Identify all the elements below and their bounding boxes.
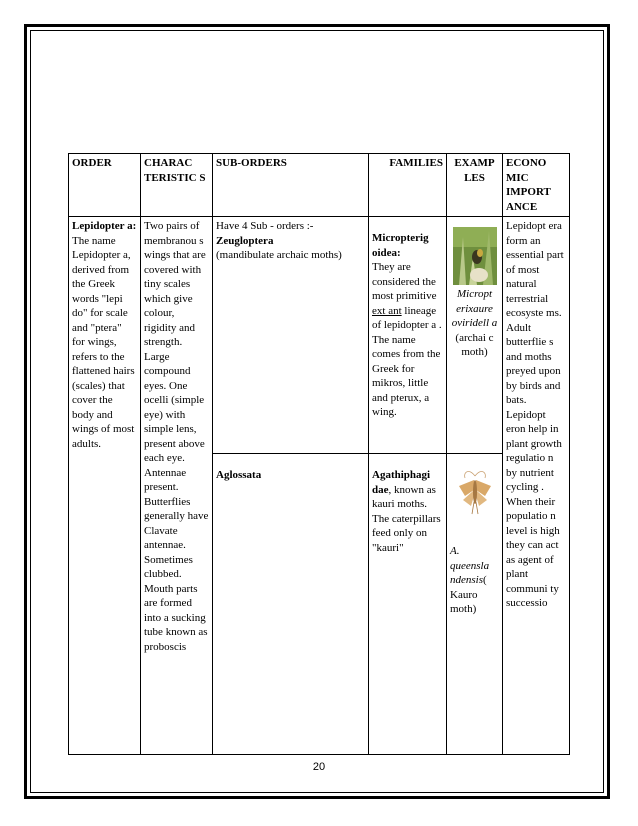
family-text-2: , known as kauri moths. The caterpillars feed only on "kauri" bbox=[372, 483, 441, 554]
family-name-2: Agathiphagi dae bbox=[372, 469, 431, 496]
example-species-1: Micropt erixaure oviridell a bbox=[451, 288, 498, 329]
characteristics-cell: Two pairs of membranou s wings that are covered with tiny scales which give colour, rigidity and strength. Large compound eyes. One ocelli (simple eye) with simple lens, present above each eye. Antennae present. Butterflies generally have Clavate antennae. Sometimes clubbed. Mouth parts are formed into a sucking tube known as proboscis bbox=[141, 217, 213, 755]
family-cell-2 bbox=[369, 454, 447, 755]
example-cell-2 bbox=[447, 454, 503, 755]
table-row bbox=[69, 217, 570, 454]
header-characteristics: CHARAC TERISTIC S bbox=[141, 154, 213, 217]
header-suborders: SUB-ORDERS bbox=[213, 154, 369, 217]
suborder-name: Zeugloptera bbox=[216, 234, 274, 247]
suborder-intro: Have 4 Sub - orders :- bbox=[216, 220, 314, 232]
suborder-name-2: Aglossata bbox=[216, 469, 262, 481]
example-species-2: A. queensla ndensis bbox=[450, 545, 490, 586]
economic-cell: Lepidopt era form an essential part of most natural terrestrial ecosyste ms. Adult butterflie s and moths preyed upon by birds and bats. Lepidopt eron help in plant growth regulatio n by nutrient cycling . When their populatio n level is high they can act as agent of plant communi ty successio bbox=[503, 217, 570, 755]
suborder-cell-2 bbox=[213, 454, 369, 755]
suborder-cell-1 bbox=[213, 217, 369, 454]
family-text-post: lineage of lepidopter a . The name comes from the Greek for mikros, little and pterux, a wing. bbox=[372, 304, 442, 418]
header-families: FAMILIES bbox=[369, 154, 447, 217]
header-order: ORDER bbox=[69, 154, 141, 217]
order-name: Lepidopter a: bbox=[72, 220, 137, 232]
order-cell bbox=[69, 217, 141, 755]
agathiphaga-moth-image bbox=[453, 466, 497, 516]
example-common-1: (archai c moth) bbox=[455, 331, 494, 358]
family-cell-1 bbox=[369, 217, 447, 454]
family-name: Micropterig oidea: bbox=[372, 232, 429, 259]
header-examples: EXAMP LES bbox=[447, 154, 503, 217]
order-description: The name Lepidopter a, derived from the Greek words "lepi do" for scale and "ptera" for wings, refers to the flattened hairs (scales) that cover the body and wings of most adults. bbox=[72, 234, 135, 450]
suborder-note: (mandibulate archaic moths) bbox=[216, 249, 342, 261]
lepidoptera-table bbox=[68, 153, 570, 755]
micropterix-photo bbox=[453, 227, 497, 285]
family-text-pre: They are considered the most primitive bbox=[372, 261, 437, 302]
page-number: 20 bbox=[312, 761, 326, 773]
header-row bbox=[69, 154, 570, 217]
header-economic: ECONO MIC IMPORT ANCE bbox=[503, 154, 570, 217]
example-common-2: ( Kauro moth) bbox=[450, 574, 487, 615]
family-text-underlined: ext ant bbox=[372, 304, 402, 317]
example-cell-1 bbox=[447, 217, 503, 454]
